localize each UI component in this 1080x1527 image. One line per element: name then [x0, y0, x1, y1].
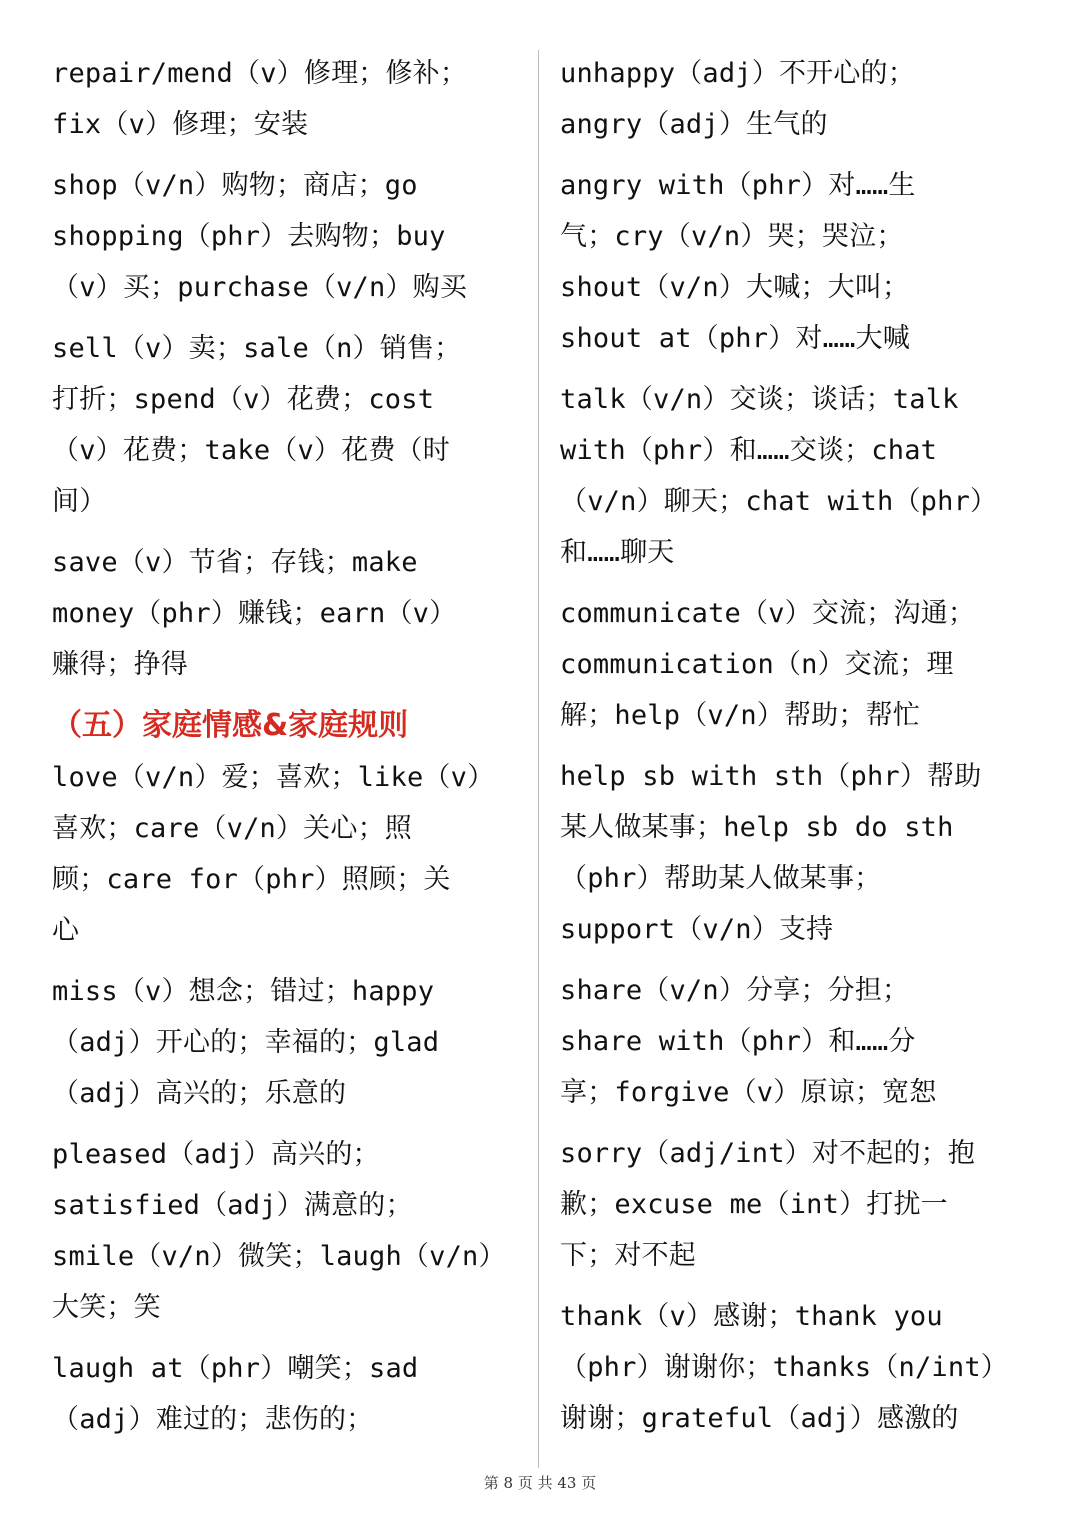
vocab-line: 解；help（v/n）帮助；帮忙 — [560, 700, 920, 731]
vocab-line: unhappy（adj）不开心的； — [560, 58, 915, 89]
vocab-paragraph — [52, 537, 530, 690]
vocab-line: （v/n）聊天；chat with（phr） — [560, 486, 998, 517]
right-entries — [560, 48, 1030, 1444]
vocab-paragraph — [560, 374, 1030, 578]
vocab-line: with（phr）和……交谈；chat — [560, 435, 938, 466]
left-entries-bottom — [52, 752, 530, 1445]
vocab-line: communication（n）交流；理 — [560, 649, 954, 680]
vocab-line: （phr）帮助某人做某事； — [560, 863, 882, 894]
vocab-line: share（v/n）分享；分担； — [560, 975, 910, 1006]
vocab-line: 打折；spend（v）花费；cost — [52, 384, 435, 415]
vocab-paragraph — [560, 965, 1030, 1118]
vocab-line: （phr）谢谢你；thanks（n/int） — [560, 1352, 1008, 1383]
vocab-paragraph — [560, 1291, 1030, 1444]
vocab-line: communicate（v）交流；沟通； — [560, 598, 976, 629]
page-footer: 第 8 页 共 43 页 — [483, 1474, 597, 1492]
vocab-line: share with（phr）和……分 — [560, 1026, 916, 1057]
vocab-line: satisfied（adj）满意的； — [52, 1190, 413, 1221]
vocab-line: repair/mend（v）修理；修补； — [52, 58, 468, 89]
vocab-paragraph — [560, 588, 1030, 741]
vocab-line: 喜欢；care（v/n）关心；照 — [52, 813, 412, 844]
vocab-line: help sb with sth（phr）帮助 — [560, 761, 982, 792]
vocab-paragraph — [560, 751, 1030, 955]
vocab-paragraph — [52, 48, 530, 150]
vocab-line: smile（v/n）微笑；laugh（v/n） — [52, 1241, 506, 1272]
vocab-line: shop（v/n）购物；商店；go — [52, 170, 418, 201]
section-title: （五）家庭情感&家庭规则 — [52, 708, 409, 743]
vocab-line: 顾；care for（phr）照顾；关 — [52, 864, 451, 895]
left-column — [52, 48, 530, 1445]
vocab-line: shout（v/n）大喊；大叫； — [560, 272, 910, 303]
vocab-line: laugh at（phr）嘲笑；sad — [52, 1353, 419, 1384]
vocab-line: 下；对不起 — [560, 1240, 696, 1271]
vocab-line: 某人做某事；help sb do sth — [560, 812, 954, 843]
vocab-line: 心 — [52, 915, 80, 946]
vocab-paragraph — [52, 160, 530, 313]
vocab-line: 赚得；挣得 — [52, 649, 188, 680]
vocab-line: shopping（phr）去购物；buy — [52, 221, 446, 252]
column-divider — [538, 50, 539, 1468]
vocab-line: talk（v/n）交谈；谈话；talk — [560, 384, 959, 415]
vocab-line: 歉；excuse me（int）打扰一 — [560, 1189, 948, 1220]
vocab-line: angry（adj）生气的 — [560, 109, 828, 140]
vocab-line: 和……聊天 — [560, 537, 675, 568]
vocab-paragraph — [560, 48, 1030, 150]
vocab-line: （v）买；purchase（v/n）购买 — [52, 272, 468, 303]
vocab-line: 大笑；笑 — [52, 1292, 161, 1323]
vocab-paragraph — [560, 1128, 1030, 1281]
left-entries-top — [52, 48, 530, 690]
vocab-line: （v）花费；take（v）花费（时 — [52, 435, 450, 466]
vocab-line: （adj）开心的；幸福的；glad — [52, 1027, 440, 1058]
vocab-line: miss（v）想念；错过；happy — [52, 976, 435, 1007]
section-heading — [52, 704, 530, 748]
right-column — [560, 48, 1030, 1444]
vocab-paragraph — [52, 1343, 530, 1445]
vocab-line: fix（v）修理；安装 — [52, 109, 309, 140]
vocab-line: 享；forgive（v）原谅；宽恕 — [560, 1077, 937, 1108]
vocab-paragraph — [560, 160, 1030, 364]
vocab-line: （adj）高兴的；乐意的 — [52, 1078, 347, 1109]
vocab-line: 间） — [52, 486, 107, 517]
vocab-line: angry with（phr）对……生 — [560, 170, 916, 201]
vocab-line: save（v）节省；存钱；make — [52, 547, 418, 578]
vocab-line: sell（v）卖；sale（n）销售； — [52, 333, 462, 364]
vocab-line: （adj）难过的；悲伤的； — [52, 1404, 374, 1435]
vocab-line: support（v/n）支持 — [560, 914, 834, 945]
vocab-paragraph — [52, 966, 530, 1119]
vocab-paragraph — [52, 1129, 530, 1333]
vocab-line: thank（v）感谢；thank you — [560, 1301, 943, 1332]
vocab-line: 谢谢；grateful（adj）感激的 — [560, 1403, 959, 1434]
vocab-line: shout at（phr）对……大喊 — [560, 323, 910, 354]
vocab-line: love（v/n）爱；喜欢；like（v） — [52, 762, 495, 793]
vocab-line: money（phr）赚钱；earn（v） — [52, 598, 457, 629]
vocab-paragraph — [52, 752, 530, 956]
vocab-line: sorry（adj/int）对不起的；抱 — [560, 1138, 976, 1169]
vocab-paragraph — [52, 323, 530, 527]
vocab-line: pleased（adj）高兴的； — [52, 1139, 380, 1170]
vocab-line: 气；cry（v/n）哭；哭泣； — [560, 221, 904, 252]
